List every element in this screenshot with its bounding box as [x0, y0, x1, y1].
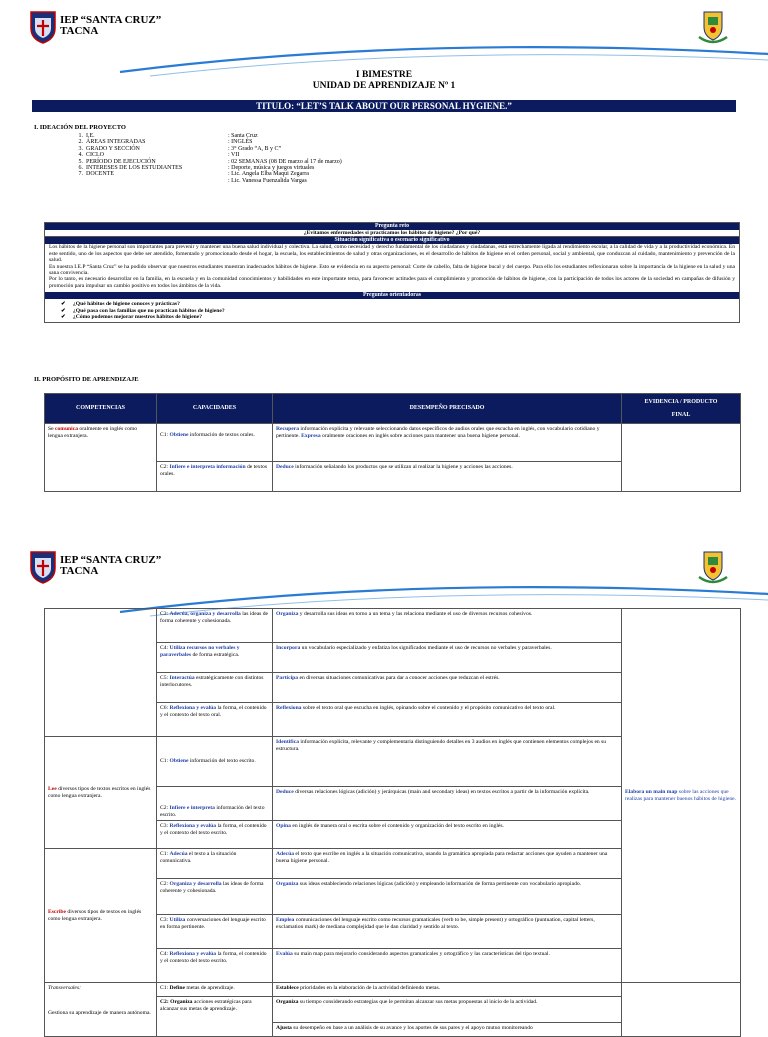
competencia-cell: Transversales: Gestiona su aprendizaje de manera autónoma.	[45, 983, 157, 1037]
capacidad-cell: C6: Reflexiona y evalúa la forma, el contenido y el contexto del texto oral.	[157, 703, 273, 737]
capacidad-cell: C3: Reflexiona y evalúa la forma, el contenido y el contexto del texto escrito.	[157, 821, 273, 849]
competencia-cell: Se comunica oralmente en inglés como lengua extranjera.	[45, 424, 157, 492]
capacidad-cell: C2: Infiere e interpreta información de textos orales.	[157, 462, 273, 492]
school-crest-logo	[30, 10, 56, 44]
pregunta-reto-bar: Pregunta reto	[45, 223, 739, 230]
orientadoras-bar: Preguntas orientadoras	[45, 292, 739, 299]
capacidad-cell: C1: Obtiene información de textos orales.	[157, 424, 273, 462]
table-row	[45, 424, 741, 462]
desempeno-cell: Deduce diversas relaciones lógicas (adición) y jerárquicas (main and secondary ideas) en textos escritos a partir de la información explícita.	[273, 787, 622, 821]
school-name-line2: TACNA	[60, 565, 99, 577]
list-item: 4. CICLO : VII	[78, 152, 240, 159]
list-item: ✔ ¿Qué pasa con las familias que no practican hábitos de higiene?	[61, 307, 225, 314]
desempeno-cell: Evalúa su main map para mejorarlo considerando aspectos gramaticales y ortográfico y las características del tipo textual.	[273, 949, 622, 983]
desempeno-cell: Opina en inglés de manera oral o escrita sobre el contenido y organización del texto escrito en inglés.	[273, 821, 622, 849]
desempeno-cell: Organiza su tiempo considerando estrategias que le permitan alcanzar sus metas propuestas al inicio de la actividad.	[273, 997, 622, 1023]
situacion-paragraph-1: Los hábitos de la higiene personal son importantes para prevenir y mantener una buena salud individual y colectiva. La salud, como necesidad y derecho fundamental de los ciudadanos y ciudadanas, está estrechamente ligada al rendimiento escolar, a la calidad de vida y a la productividad económica. En este sentido, uno de los aspectos que debe ser atendido, fomentado y promocionado desde el hogar, la escuela, los establecimientos de salud y otras organizaciones, es el desarrollo de hábitos de higiene en el orden personal, social y ambiental, que conduzcan al cuidado, mantenimiento y prevención de la salud.	[49, 244, 735, 264]
desempeno-cell: Adecúa el texto que escribe en inglés a la situación comunicativa, usando la gramática apropiada para redactar acciones que ayuden a mantener una buena higiene personal.	[273, 849, 622, 879]
unit-heading	[0, 70, 768, 92]
col-header-capacidades: CAPACIDADES	[157, 394, 273, 424]
checkmark-icon: ✔	[61, 314, 66, 321]
pregunta-reto-box	[44, 222, 740, 323]
capacidad-cell: C2: Organiza acciones estratégicas para alcanzar sus metas de aprendizaje.	[157, 997, 273, 1037]
capacidad-cell: C4: Reflexiona y evalúa la forma, el contenido y el contexto del texto escrito.	[157, 949, 273, 983]
unit-title-bar: TITULO: “LET’S TALK ABOUT OUR PERSONAL HYGIENE.”	[32, 100, 736, 112]
orientadoras-list	[45, 299, 739, 322]
capacidad-cell: C1: Adecúa el texto a la situación comunicativa.	[157, 849, 273, 879]
desempeno-cell: Participa en diversas situaciones comunicativas para dar a conocer acciones que reduzcan el estrés.	[273, 673, 622, 703]
list-item: 7. DOCENTE : Lic. Angela Elba Maqui Zegarra	[78, 171, 309, 178]
col-header-competencias: COMPETENCIAS	[45, 394, 157, 424]
page-header	[0, 0, 768, 80]
page-2	[0, 540, 768, 1031]
list-item: ✔ ¿Cómo podemos mejorar nuestros hábitos de higiene?	[61, 314, 203, 321]
desempeno-cell: Organiza sus ideas estableciendo relaciones lógicas (adición) y empleando información de forma pertinente con vocabulario apropiado.	[273, 879, 622, 915]
col-header-desempeno: DESEMPEÑO PRECISADO	[273, 394, 622, 424]
school-name-line1: IEP “SANTA CRUZ”	[60, 14, 162, 26]
page-gap	[0, 525, 768, 540]
school-crest-logo	[30, 550, 56, 584]
competencia-cell: Escribe diversos tipos de textos en inglés como lengua extranjera.	[45, 849, 157, 983]
capacidad-cell: C5: Interactúa estratégicamente con distintos interlocutores.	[157, 673, 273, 703]
desempeno-cell: Incorpora un vocabulario especializado y enfatiza los significados mediante el uso de recursos no verbales y paraverbales.	[273, 643, 622, 673]
table-header-row	[45, 394, 741, 424]
capacidad-cell: C1: Obtiene información del texto escrito.	[157, 737, 273, 787]
capacidad-cell: C2: Organiza y desarrolla las ideas de forma coherente y cohesionada.	[157, 879, 273, 915]
table-row	[45, 609, 741, 643]
desempeno-cell: Organiza y desarrolla sus ideas en torno a un tema y las relaciona mediante el uso de diversos recursos cohesivos.	[273, 609, 622, 643]
school-name	[60, 15, 161, 37]
unidad-title: UNIDAD DE APRENDIZAJE Nº 1	[312, 81, 456, 91]
school-name	[60, 555, 161, 577]
evidencia-cell	[622, 983, 741, 1037]
checkmark-icon: ✔	[61, 301, 66, 308]
desempeno-cell: Establece prioridades en la elaboración de la actividad definiendo metas.	[273, 983, 622, 997]
competencia-cell	[45, 609, 157, 737]
list-item: ✔ ¿Qué hábitos de higiene conoces y prácticas?	[61, 301, 180, 308]
table-row	[45, 983, 741, 997]
list-item: 6. INTERESES DE LOS ESTUDIANTES : Deporte, música y juegos virtuales	[78, 164, 315, 171]
section-ideacion-heading: I. IDEACIÓN DEL PROYECTO	[34, 124, 126, 131]
evidencia-cell: Elabora un main map sobre las acciones que realizas para mantener buenos hábitos de higiene.	[622, 609, 741, 983]
desempeno-cell: Identifica información explícita, relevante y complementaria distinguiendo detalles en 3 audios en inglés que contienen elementos complejos en su estructura.	[273, 737, 622, 787]
ideacion-list	[72, 133, 478, 184]
col-header-evidencia: EVIDENCIA / PRODUCTO FINAL	[622, 394, 741, 424]
situacion-paragraph-3: Por lo tanto, es necesario desarrollar en la familia, en la escuela y en la comunidad conocimientos y habilidades en este importante tema, para favorecer actitudes para el cumplimiento y promoción de hábitos de higiene, con la participación de todos los actores de la sociedad en campañas de difusión y promoción para impulsar un cambio positivo en todos los ámbitos de la vida.	[49, 276, 735, 289]
capacidad-cell: C1: Define metas de aprendizaje.	[157, 983, 273, 997]
capacidad-cell: C3: Adecúa, organiza y desarrolla las ideas de forma coherente y cohesionada.	[157, 609, 273, 643]
school-name-line1: IEP “SANTA CRUZ”	[60, 554, 162, 566]
competencias-table-continued	[44, 608, 741, 1037]
list-item: : Lic. Vanessa Fuenzalida Vargas	[228, 177, 307, 184]
desempeno-cell: Reflexiona sobre el texto oral que escucha en inglés, opinando sobre el contenido y el propósito comunicativo del texto oral.	[273, 703, 622, 737]
list-item: 2. ÁREAS INTEGRADAS : INGLÉS	[78, 139, 253, 146]
desempeno-cell: Deduce información señalando los productos que se utilizan al realizar la higiene y acciones las acciones.	[273, 462, 622, 492]
bimestre-title: I BIMESTRE	[355, 70, 413, 80]
capacidad-cell: C2: Infiere e interpreta información del texto escrito.	[157, 787, 273, 821]
situacion-paragraph-2: En nuestra I.E.P “Santa Cruz” se ha podido observar que nuestros estudiantes muestran inadecuados hábitos de higiene. Esto se evidencia en su aspecto personal: Corte de cabello, falta de higiene bucal y del cuerpo. Para ello los estudiantes reflexionaran sobre la importancia de la higiene en la salud y una sana convivencia.	[49, 263, 735, 277]
pregunta-reto-text: ¿Evitamos enfermedades si practicamos los hábitos de higiene? ¿Por qué?	[45, 230, 739, 237]
competencia-cell: Lee diversos tipos de textos escritos en inglés como lengua extranjera.	[45, 737, 157, 849]
list-item: 3. GRADO Y SECCIÓN : 3° Grado “A, B y C”	[78, 145, 282, 152]
list-item: 5. PERÍODO DE EJECUCIÓN : 02 SEMANAS (08 DE marzo al 17 de marzo)	[78, 158, 342, 165]
section-proposito-heading: II. PROPÓSITO DE APRENDIZAJE	[34, 376, 139, 383]
checkmark-icon: ✔	[61, 307, 66, 314]
capacidad-cell: C4: Utiliza recursos no verbales y paraverbales de forma estratégica.	[157, 643, 273, 673]
list-item: 1. I.E. : Santa Cruz	[78, 133, 258, 139]
school-name-line2: TACNA	[60, 25, 99, 37]
desempeno-cell: Ajusta su desempeño en base a un análisis de su avance y los aportes de sus pares y el apoyo mutuo monitoreando	[273, 1023, 622, 1037]
evidencia-cell	[622, 424, 741, 492]
situacion-bar: Situación significativa o escenario significativo	[45, 237, 739, 244]
capacidad-cell: C3: Utiliza conversaciones del lenguaje escrito en forma pertinente.	[157, 915, 273, 949]
desempeno-cell: Recupera información explícita y relevante seleccionando datos específicos de audios orales que escucha en inglés, con vocabulario cotidiano y pertinente. Expresa oralmente oraciones en inglés sobre acciones para mantener una buena higiene personal.	[273, 424, 622, 462]
desempeno-cell: Emplea comunicaciones del lenguaje escrito como recursos gramaticales (verb to be, simple present) y ortográfico (puntuation, capital letters, exclamation mark) de mediana complejidad que le dan claridad y sentido al texto.	[273, 915, 622, 949]
competencias-table	[44, 393, 741, 492]
